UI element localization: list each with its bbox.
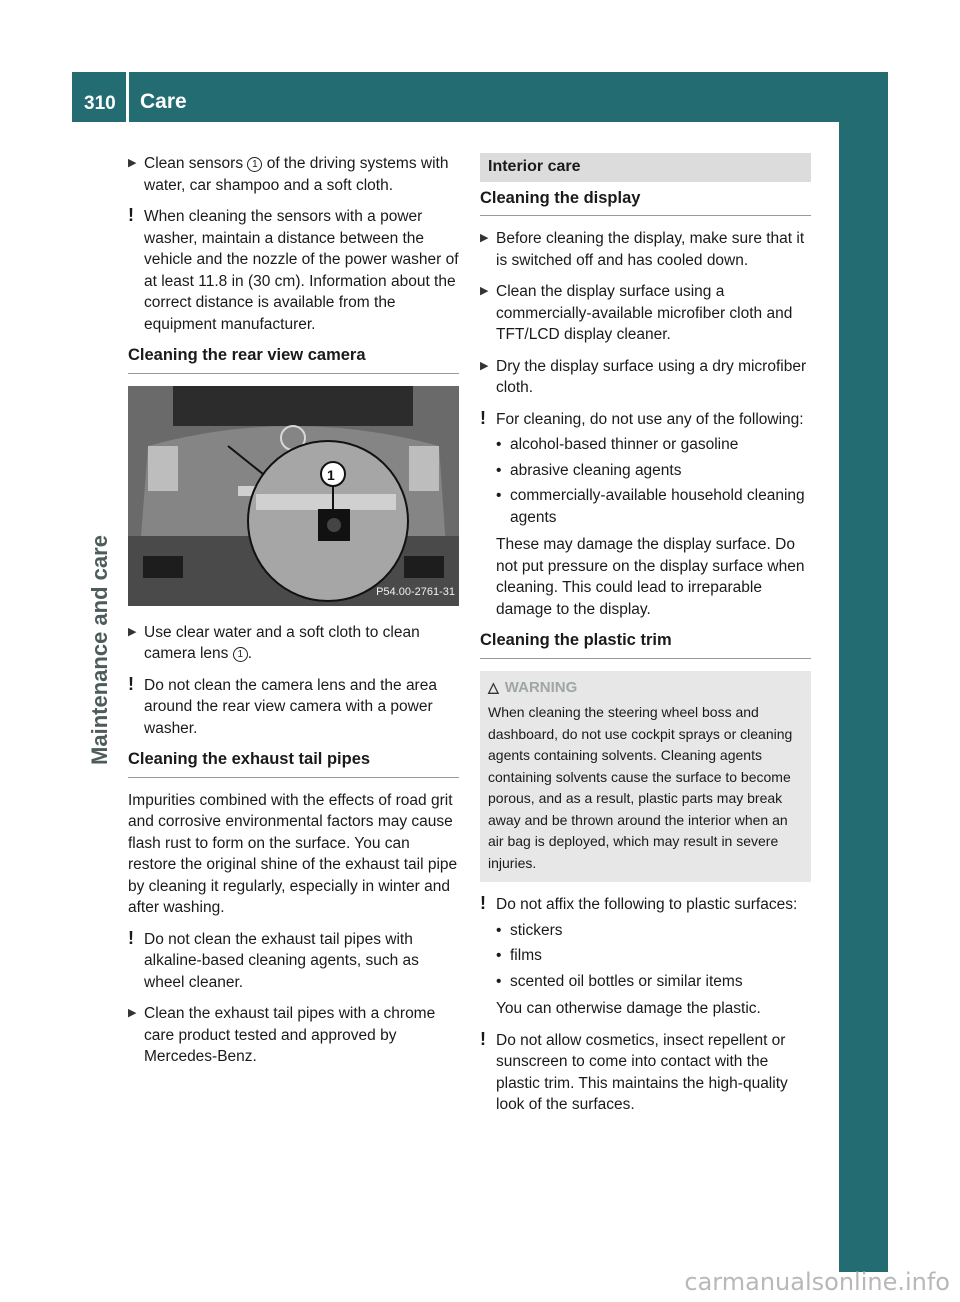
caution-note: ! Do not clean the camera lens and the area around the rear view camera with a power washer.	[128, 673, 437, 737]
list-item: • alcohol-based thinner or gasoline	[496, 436, 739, 453]
page-number: 310	[84, 93, 116, 114]
instruction-step: ▶ Use clear water and a soft cloth to clean camera lens 1 .	[128, 623, 420, 662]
caution-note: ! Do not affix the following to plastic surfaces:	[480, 893, 798, 913]
callout-1-icon: 1	[233, 647, 248, 662]
left-column	[128, 153, 459, 1078]
watermark: carmanualsonline.info	[684, 1268, 950, 1296]
section-banner: Interior care	[480, 153, 811, 182]
photo-code: P54.00-2761-31	[376, 586, 455, 598]
arrow-icon: ▶	[480, 232, 489, 244]
bullet-list	[496, 434, 811, 528]
caution-note: ! Do not allow cosmetics, insect repellent or sunscreen to come into contact with the plastic trim. This maintains the high-quality look of the surfaces.	[480, 1028, 788, 1113]
exclamation-icon: !	[480, 407, 486, 428]
caution-note: ! Do not clean the exhaust tail pipes with alkaline-based cleaning agents, such as wheel cleaner.	[128, 927, 419, 991]
callout-1-icon: 1	[247, 157, 262, 172]
arrow-icon: ▶	[480, 359, 489, 372]
list-item: • films	[496, 947, 542, 964]
side-tab-label: Maintenance and care	[87, 535, 112, 765]
warning-header: △ WARNING	[488, 677, 803, 699]
instruction-step: ▶ Dry the display surface using a dry microfiber cloth.	[480, 357, 807, 396]
exclamation-icon: !	[128, 205, 134, 225]
exclamation-icon: !	[480, 893, 486, 913]
list-item: • abrasive cleaning agents	[496, 461, 682, 479]
caution-note: ! When cleaning the sensors with a power washer, maintain a distance between the vehicle and the nozzle of the power washer of at least 11.8 in (30 cm). Information about the correct distance is available from the equipment manufacturer.	[128, 205, 459, 333]
warning-text: When cleaning the steering wheel boss and dashboard, do not use cockpit sprays or cleaning agents containing solvents. Cleaning agents containing solvents cause the surface to become porous, and as a result, plastic parts may break away and be thrown around the interior when an air bag is deployed, which may result in severe injuries.	[488, 704, 793, 871]
list-item: • commercially-available household cleaning agents	[496, 487, 805, 526]
warning-triangle-icon: △	[488, 678, 499, 695]
list-item: • scented oil bottles or similar items	[496, 972, 743, 990]
arrow-icon: ▶	[128, 1007, 137, 1019]
note-continuation: These may damage the display surface. Do not put pressure on the display surface when cleaning. This could lead to irreparable damage to the display.	[496, 536, 805, 618]
bullet-list	[496, 920, 811, 993]
arrow-icon: ▶	[128, 157, 137, 169]
exclamation-icon: !	[128, 673, 134, 694]
warning-box	[480, 671, 811, 883]
note-continuation: You can otherwise damage the plastic.	[496, 1000, 761, 1017]
header-bar	[72, 72, 888, 122]
section-title: Care	[140, 90, 187, 113]
callout-1-label: 1	[327, 466, 335, 483]
exclamation-icon: !	[128, 927, 134, 948]
side-tab	[839, 122, 888, 1272]
arrow-icon: ▶	[480, 285, 489, 297]
arrow-icon: ▶	[128, 625, 137, 638]
heading-plastic-trim: Cleaning the plastic trim	[480, 630, 811, 659]
header-separator	[126, 72, 129, 122]
heading-rear-camera: Cleaning the rear view camera	[128, 345, 459, 374]
instruction-step: ▶ Clean the display surface using a commercially-available microfiber cloth and TFT/LCD display cleaner.	[480, 283, 793, 343]
exclamation-icon: !	[480, 1028, 486, 1049]
list-item: • stickers	[496, 921, 563, 939]
heading-exhaust: Cleaning the exhaust tail pipes	[128, 749, 459, 778]
right-column	[480, 153, 811, 1126]
rear-camera-photo	[128, 386, 459, 606]
heading-display: Cleaning the display	[480, 188, 811, 217]
instruction-step: ▶ Clean sensors 1 of the driving systems with water, car shampoo and a soft cloth.	[128, 155, 449, 194]
vehicle-rear-illustration	[128, 386, 459, 606]
instruction-step: ▶ Before cleaning the display, make sure that it is switched off and has cooled down.	[480, 230, 805, 269]
paragraph-exhaust: Impurities combined with the effects of road grit and corrosive environmental factors may cause flash rust to form on the surface. You can restore the original shine of the exhaust tail pipe by cleaning it regularly, especially in winter and after washing.	[128, 791, 458, 916]
instruction-step: ▶ Clean the exhaust tail pipes with a chrome care product tested and approved by Mercedes-Benz.	[128, 1005, 436, 1065]
caution-note: ! For cleaning, do not use any of the following:	[480, 407, 804, 428]
